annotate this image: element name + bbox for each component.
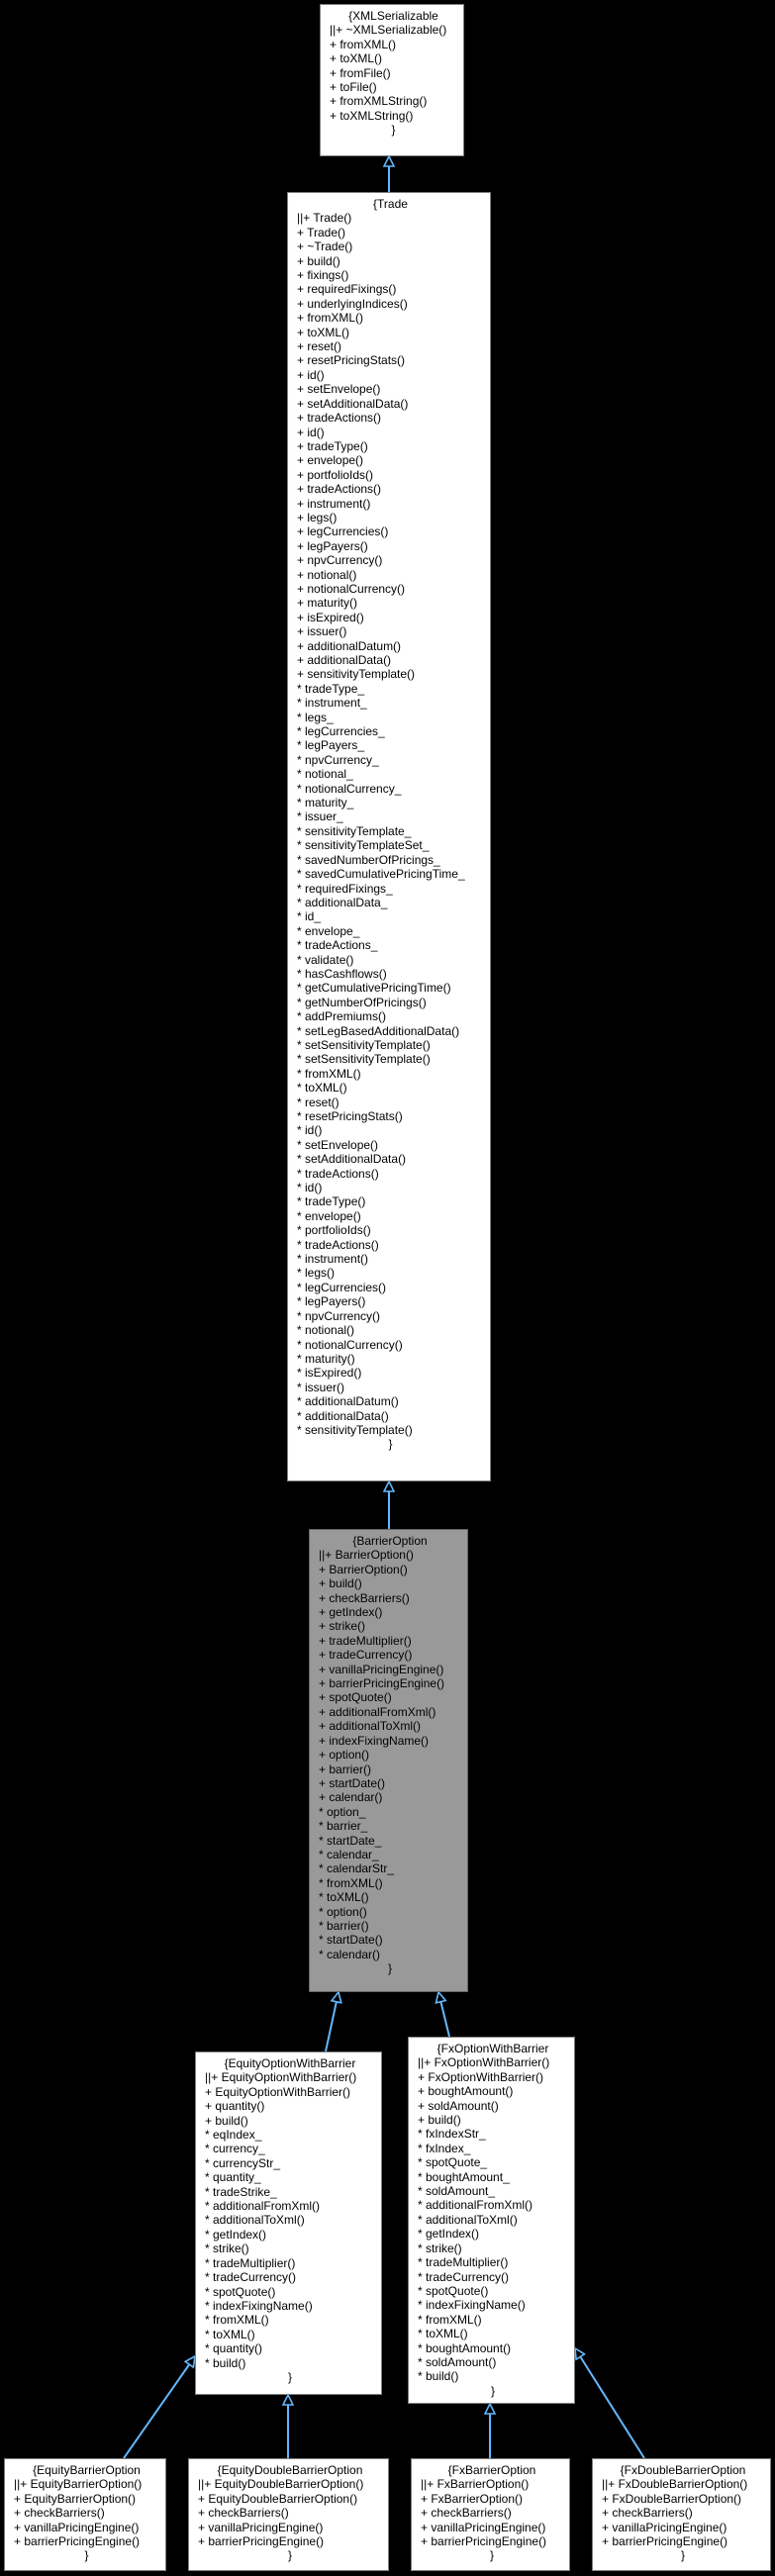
class-close-brace: } [287,2548,292,2563]
member: * maturity() [297,1351,355,1366]
member: + barrierPricingEngine() [421,2534,547,2549]
member: * tradeActions_ [297,938,378,953]
member: + strike() [319,1619,366,1634]
member: * getCumulativePricingTime() [297,981,451,996]
member: + issuer() [297,624,347,639]
member: * sensitivityTemplate() [297,1422,413,1437]
member: + soldAmount() [418,2098,499,2113]
member-list [297,211,484,1437]
member: * toXML() [319,1890,369,1905]
member: * tradeActions() [297,1237,379,1252]
member: * barrier_ [319,1819,368,1834]
member: * setSensitivityTemplate() [297,1052,431,1067]
member: + instrument() [297,496,371,511]
member-list [418,2055,568,2383]
class-close-brace: } [391,123,396,138]
class-close-brace: } [84,2548,89,2563]
member: * build() [205,2355,246,2370]
class-title: {EquityBarrierOption [33,2463,141,2477]
member: + FxBarrierOption() [421,2491,524,2506]
member: + tradeType() [297,438,368,453]
member: * notionalCurrency_ [297,781,402,796]
member: * fromXML() [418,2312,482,2327]
member: * issuer() [297,1380,345,1394]
member: * tradeMultiplier() [418,2255,509,2270]
member: * boughtAmount() [418,2340,512,2355]
member: * notional() [297,1323,355,1338]
member: * fxIndexStr_ [418,2127,486,2142]
class-node-equityoptionwithbarrier[interactable] [195,2051,382,2395]
member: * legs() [297,1266,336,1281]
edge-equitybarrieroption-to-equityoptionwithbarrier [124,2356,195,2458]
member: * additionalToXml() [205,2213,305,2228]
member: + checkBarriers() [14,2506,105,2521]
member: * calendar_ [319,1847,379,1861]
member: + build() [297,253,340,268]
class-node-equitybarrieroption[interactable] [4,2458,166,2571]
member: * toXML() [297,1081,347,1096]
member: + envelope() [297,453,364,468]
member: * setAdditionalData() [297,1152,407,1167]
edge-fxdoublebarrieroption-to-fxoptionwithbarrier [575,2348,644,2458]
member: * isExpired() [297,1366,362,1381]
member: * spotQuote() [205,2284,276,2299]
member: ||+ FxBarrierOption() [421,2477,530,2492]
member: + quantity() [205,2099,265,2114]
member: * currency_ [205,2142,265,2156]
member: * hasCashflows() [297,966,387,981]
member: * instrument() [297,1252,369,1267]
member: + fromFile() [330,65,391,80]
member: ||+ EquityDoubleBarrierOption() [198,2477,364,2492]
member: * spotQuote_ [418,2155,488,2170]
member: + fromXML() [330,37,397,51]
member: * indexFixingName() [418,2298,526,2313]
member: + additionalToXml() [319,1719,422,1734]
class-title: {XMLSerializable [348,9,438,23]
class-title: {BarrierOption [352,1534,428,1548]
edge-fxoptionwithbarrier-to-barrieroption [438,1992,449,2037]
member: * startDate() [319,1933,383,1948]
member-list [205,2070,375,2370]
member: + isExpired() [297,610,364,624]
member: + sensitivityTemplate() [297,667,416,682]
member: * setEnvelope() [297,1137,379,1152]
member: + notional() [297,567,357,582]
member: * currencyStr_ [205,2155,281,2170]
member: + indexFixingName() [319,1733,430,1748]
member: * soldAmount() [418,2354,497,2369]
member: * fromXML() [297,1066,361,1081]
member: * savedCumulativePricingTime_ [297,867,465,882]
member: ||+ ~XMLSerializable() [330,23,447,38]
member: + calendar() [319,1790,383,1805]
member: * getNumberOfPricings() [297,995,427,1009]
member: + maturity() [297,596,358,611]
member: + toXMLString() [330,108,414,123]
member: + option() [319,1748,370,1763]
member: * build() [418,2369,459,2384]
member: * envelope_ [297,923,360,938]
member: ||+ Trade() [297,211,352,226]
class-close-brace: } [287,2369,292,2384]
member: * tradeType_ [297,681,365,696]
member: + ~Trade() [297,239,353,254]
class-close-brace: } [490,2383,495,2398]
member: + fromXML() [297,311,364,326]
member: * setSensitivityTemplate() [297,1037,431,1052]
member: + additionalFromXml() [319,1704,436,1719]
member: * spotQuote() [418,2283,489,2298]
member: + vanillaPricingEngine() [602,2520,727,2534]
member: + additionalDatum() [297,638,402,653]
member: * soldAmount_ [418,2184,496,2199]
member: * barrier() [319,1918,369,1933]
member: ||+ EquityOptionWithBarrier() [205,2070,357,2085]
member: * fxIndex_ [418,2141,471,2155]
member: * npvCurrency() [297,1308,381,1323]
member: + startDate() [319,1775,386,1790]
member: * calendar() [319,1947,381,1961]
member: * instrument_ [297,696,367,711]
member: * additionalFromXml() [205,2199,321,2214]
member: * additionalData() [297,1408,389,1423]
member: + checkBarriers() [602,2506,693,2521]
member: * reset() [297,1095,339,1109]
member: * validate() [297,952,354,967]
member: + toXML() [297,325,350,339]
member: * additionalFromXml() [418,2198,533,2213]
member: * toXML() [205,2327,255,2341]
class-close-brace: } [489,2548,494,2563]
member: + id() [297,367,325,382]
member: + tradeMultiplier() [319,1633,412,1648]
member: + reset() [297,339,342,354]
member: + vanillaPricingEngine() [421,2520,546,2534]
member: * quantity() [205,2341,263,2356]
member: * indexFixingName() [205,2298,313,2313]
member: + vanillaPricingEngine() [319,1662,444,1676]
member: * tradeActions() [297,1166,379,1181]
member: * npvCurrency_ [297,752,379,767]
member: * boughtAmount_ [418,2169,510,2184]
member: * addPremiums() [297,1009,387,1024]
member: + Trade() [297,225,346,239]
member: * eqIndex_ [205,2128,262,2143]
member: + build() [205,2113,248,2128]
class-node-trade[interactable] [287,192,491,1481]
member: * startDate_ [319,1833,382,1848]
member: + fixings() [297,268,349,283]
member: + EquityBarrierOption() [14,2491,137,2506]
member: * getIndex() [418,2227,480,2242]
member: + BarrierOption() [319,1562,408,1576]
class-title: {FxOptionWithBarrier [436,2042,549,2055]
member: * id() [297,1123,323,1138]
member: * resetPricingStats() [297,1109,403,1123]
member-list [319,1548,461,1961]
member: * legCurrencies() [297,1280,387,1294]
member: ||+ FxOptionWithBarrier() [418,2055,550,2070]
class-node-xmlserializable[interactable] [320,4,464,156]
member: * additionalData_ [297,895,388,909]
member: * setLegBasedAdditionalData() [297,1023,460,1038]
edge-equityoptionwithbarrier-to-barrieroption [326,1992,339,2051]
member: * sensitivityTemplateSet_ [297,838,430,853]
member: + npvCurrency() [297,553,383,568]
class-close-brace: } [387,1961,392,1976]
member: + EquityOptionWithBarrier() [205,2084,351,2099]
class-node-equitydoublebarrieroption[interactable] [188,2458,389,2571]
member: * tradeType() [297,1194,366,1209]
member: + barrier() [319,1762,372,1776]
member: + barrierPricingEngine() [14,2534,141,2549]
member: * legCurrencies_ [297,724,385,739]
member: * maturity_ [297,796,354,811]
member: * tradeStrike_ [205,2184,277,2199]
member: * additionalDatum() [297,1394,399,1409]
member: * envelope() [297,1208,361,1223]
member: + checkBarriers() [319,1590,410,1605]
member: + legPayers() [297,538,368,553]
member: + additionalData() [297,653,392,667]
member: * tradeCurrency() [418,2269,510,2284]
member: * savedNumberOfPricings_ [297,852,440,867]
member: * issuer_ [297,810,343,824]
member: * tradeCurrency() [205,2270,297,2285]
class-title: {Trade [373,197,408,211]
member: + portfolioIds() [297,467,374,482]
member: + requiredFixings() [297,282,397,297]
member: + barrierPricingEngine() [602,2534,728,2549]
class-title: {EquityOptionWithBarrier [224,2056,356,2070]
member: * calendarStr_ [319,1861,395,1876]
member: * notionalCurrency() [297,1337,403,1352]
member: * quantity_ [205,2170,261,2185]
member: + barrierPricingEngine() [198,2534,325,2549]
class-close-brace: } [680,2548,685,2563]
member: + checkBarriers() [421,2506,512,2521]
member: * option_ [319,1804,366,1819]
member: * sensitivityTemplate_ [297,823,412,838]
member: + EquityDoubleBarrierOption() [198,2491,358,2506]
class-node-barrieroption [309,1529,468,1992]
member: + notionalCurrency() [297,581,406,596]
class-node-fxbarrieroption[interactable] [411,2458,570,2571]
member: * legs_ [297,710,334,724]
member: * id() [297,1181,323,1195]
member: + boughtAmount() [418,2084,514,2099]
member: + id() [297,425,325,439]
member: + build() [418,2113,461,2128]
member: + toFile() [330,80,377,95]
member: + resetPricingStats() [297,353,406,368]
member: + build() [319,1576,362,1591]
member: + vanillaPricingEngine() [198,2520,324,2534]
member: * strike() [205,2242,249,2256]
member: * getIndex() [205,2227,267,2242]
member: * notional_ [297,767,353,782]
class-title: {EquityDoubleBarrierOption [217,2463,363,2477]
member: + FxOptionWithBarrier() [418,2069,544,2084]
member: + legCurrencies() [297,525,389,539]
member: * id_ [297,909,322,924]
class-node-fxoptionwithbarrier[interactable] [408,2037,575,2404]
member: + fromXMLString() [330,94,428,109]
class-title: {FxDoubleBarrierOption [620,2463,746,2477]
member: + underlyingIndices() [297,296,408,311]
member: + setEnvelope() [297,382,381,397]
member: * legPayers_ [297,738,365,753]
member: * toXML() [418,2327,468,2341]
member: * legPayers() [297,1294,366,1309]
member: * portfolioIds() [297,1223,371,1238]
member: * additionalToXml() [418,2212,518,2227]
class-close-brace: } [388,1437,393,1452]
member: + vanillaPricingEngine() [14,2520,140,2534]
member: + FxDoubleBarrierOption() [602,2491,742,2506]
member: + toXML() [330,51,383,66]
member: ||+ EquityBarrierOption() [14,2477,143,2492]
member: ||+ BarrierOption() [319,1548,414,1563]
member: * requiredFixings_ [297,881,393,896]
member: + checkBarriers() [198,2506,289,2521]
class-node-fxdoublebarrieroption[interactable] [592,2458,771,2571]
member: + tradeCurrency() [319,1648,413,1663]
member: + legs() [297,510,338,525]
member: * fromXML() [205,2313,269,2328]
member: * fromXML() [319,1875,383,1890]
member: * strike() [418,2241,462,2255]
member: + tradeActions() [297,411,382,426]
member: ||+ FxDoubleBarrierOption() [602,2477,748,2492]
class-title: {FxBarrierOption [447,2463,536,2477]
member: + setAdditionalData() [297,396,409,411]
member: * tradeMultiplier() [205,2255,296,2270]
member: + getIndex() [319,1605,383,1620]
member: + spotQuote() [319,1690,392,1705]
member: * option() [319,1904,367,1919]
member: + barrierPricingEngine() [319,1676,445,1691]
member: + tradeActions() [297,482,382,497]
